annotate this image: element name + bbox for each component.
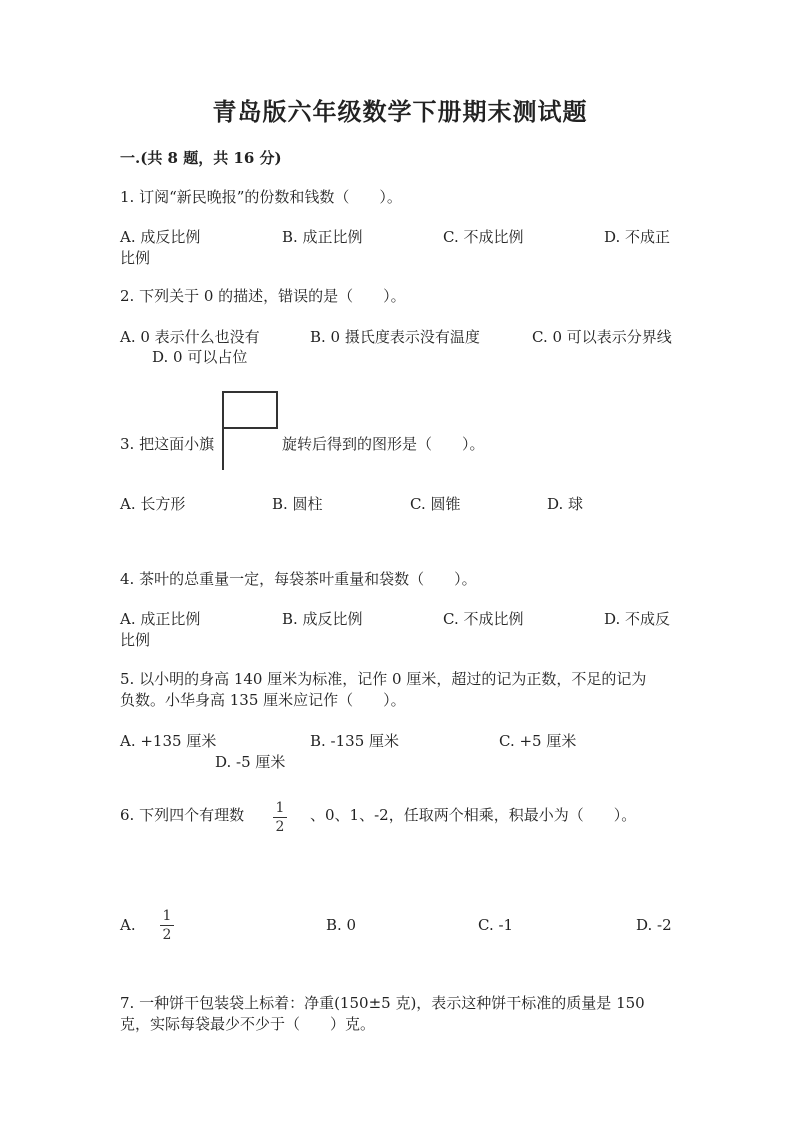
question-3-option-b: B. 圆柱 (272, 495, 323, 513)
fraction-one-half (271, 800, 289, 835)
question-4-option-d: D. 不成反 (604, 610, 671, 628)
question-5-option-a: A. +135 厘米 (120, 732, 217, 750)
fraction-numerator: 1 (275, 800, 285, 816)
question-6-option-b: B. 0 (326, 916, 357, 934)
question-7-stem-line2: 克，实际每袋最少不少于（ ）克。 (120, 1015, 376, 1033)
option-a-fraction-one-half (158, 908, 176, 943)
question-6-option-d: D. -2 (636, 916, 672, 934)
question-3-option-d: D. 球 (547, 495, 584, 513)
question-1-stem: 1. 订阅“新民晚报”的份数和钱数（ ）。 (120, 188, 402, 206)
question-1-option-c: C. 不成比例 (443, 228, 524, 246)
question-5-stem-line1: 5. 以小明的身高 140 厘米为标准，记作 0 厘米，超过的记为正数，不足的记为 (120, 670, 647, 688)
section-heading: 一.(共 8 题，共 16 分) (120, 149, 282, 167)
question-3-option-a: A. 长方形 (120, 495, 186, 513)
question-6-option-a-label: A. (120, 916, 136, 934)
fraction-bar (160, 925, 174, 926)
flag-figure (220, 390, 280, 472)
question-5-option-d: D. -5 厘米 (215, 753, 286, 771)
question-4-option-b: B. 成反比例 (282, 610, 363, 628)
page-title: 青岛版六年级数学下册期末测试题 (212, 97, 588, 126)
question-4-option-a: A. 成正比例 (120, 610, 201, 628)
fraction-denominator: 2 (162, 927, 172, 943)
question-2-option-d: D. 0 可以占位 (152, 348, 248, 366)
question-4-option-d-wrap: 比例 (120, 631, 151, 649)
question-1-option-b: B. 成正比例 (282, 228, 363, 246)
question-2-option-a: A. 0 表示什么也没有 (120, 328, 260, 346)
flag-cloth (223, 392, 277, 428)
question-2-stem: 2. 下列关于 0 的描述，错误的是（ ）。 (120, 287, 406, 305)
question-6-stem-before: 6. 下列四个有理数 (120, 806, 245, 824)
fraction-bar (273, 817, 287, 818)
question-1-option-d-wrap: 比例 (120, 249, 151, 267)
question-5-option-c: C. +5 厘米 (499, 732, 577, 750)
question-3-stem-after: 旋转后得到的图形是（ ）。 (282, 435, 485, 453)
question-3-stem-before: 3. 把这面小旗 (120, 435, 215, 453)
question-3-option-c: C. 圆锥 (410, 495, 461, 513)
question-2-option-b: B. 0 摄氏度表示没有温度 (310, 328, 480, 346)
question-6-option-c: C. -1 (478, 916, 514, 934)
question-1-option-d: D. 不成正 (604, 228, 671, 246)
question-5-stem-line2: 负数。小华身高 135 厘米应记作（ ）。 (120, 691, 406, 709)
question-7-stem-line1: 7. 一种饼干包装袋上标着：净重(150±5 克)，表示这种饼干标准的质量是 150 (120, 994, 645, 1012)
fraction-numerator: 1 (162, 908, 172, 924)
question-1-option-a: A. 成反比例 (120, 228, 201, 246)
fraction-denominator: 2 (275, 819, 285, 835)
question-4-stem: 4. 茶叶的总重量一定，每袋茶叶重量和袋数（ ）。 (120, 570, 477, 588)
question-6-stem-after: 、0、1、-2，任取两个相乘，积最小为（ ）。 (310, 806, 637, 824)
question-5-option-b: B. -135 厘米 (310, 732, 400, 750)
question-2-option-c: C. 0 可以表示分界线 (532, 328, 672, 346)
question-4-option-c: C. 不成比例 (443, 610, 524, 628)
